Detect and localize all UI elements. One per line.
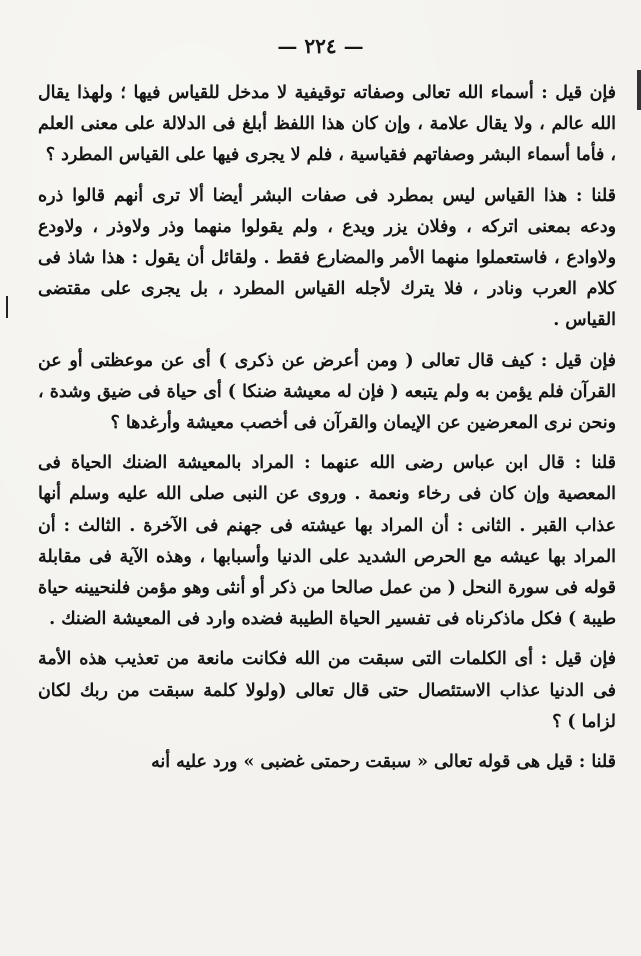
paragraph-6: قلنا : قيل هى قوله تعالى « سبقت رحمتى غضبى » ورد عليه أنه (151, 752, 616, 773)
page-body (38, 78, 616, 778)
edge-mark (637, 70, 641, 110)
paragraph-1: فإن قيل : أسماء الله تعالى وصفاته توقيفية لا مدخل للقياس فيها ؛ ولهذا يقال الله عالم ، ولا يقال علامة ، وإن كان هذا اللفظ أبلغ فى الدلالة على معنى العلم ، فأما أسماء البشر وصفاتهم فقياسية ، فلم لا يجرى فيها على القياس المطرد ؟ (38, 83, 616, 166)
paragraph-2: قلنا : هذا القياس ليس بمطرد فى صفات البشر أيضا ألا ترى أنهم قالوا ذره ودعه بمعنى اتركه ، وفلان يزر ويدع ، ولم يقولوا منهما وذر ولاوذر ، ولاودع ولاوادع ، فاستعملوا منهما الأمر والمضارع فقط . ولقائل أن يقول : هذا شاذ فى كلام العرب ونادر ، فلا يترك لأجله القياس المطرد ، بل يجرى على مقتضى القياس . (38, 185, 616, 331)
page-number: — ٢٢٤ — (277, 34, 364, 58)
margin-mark (6, 296, 8, 318)
paragraph-5: فإن قيل : أى الكلمات التى سبقت من الله فكانت مانعة من تعذيب هذه الأمة فى الدنيا عذاب الاستئصال حتى قال تعالى (ولولا كلمة سبقت من ربك لكان لزاما ) ؟ (38, 649, 616, 732)
paragraph-3: فإن قيل : كيف قال تعالى ( ومن أعرض عن ذكرى ) أى عن موعظتى أو عن القرآن فلم يؤمن به ولم يتبعه ( فإن له معيشة ضنكا ) أى حياة فى ضيق وشدة ، ونحن نرى المعرضين عن الإيمان والقرآن فى أخصب معيشة وأرغدها ؟ (38, 350, 616, 434)
paragraph-4: قلنا : قال ابن عباس رضى الله عنهما : المراد بالمعيشة الضنك الحياة فى المعصية وإن كان فى رخاء ونعمة . وروى عن النبى صلى الله عليه وسلم أنها عذاب القبر . الثانى : أن المراد بها عيشته فى جهنم فى الآخرة . الثالث : أن المراد بها عيشه مع الحرص الشديد على الدنيا وأسبابها ، وهذه الآية فى مقابلة قوله فى سورة النحل ( من عمل صالحا من ذكر أو أنثى وهو مؤمن فلنحيينه حياة طيبة ) فكل ماذكرناه فى تفسير الحياة الطيبة فضده وارد فى المعيشة الضنك . (38, 453, 616, 630)
